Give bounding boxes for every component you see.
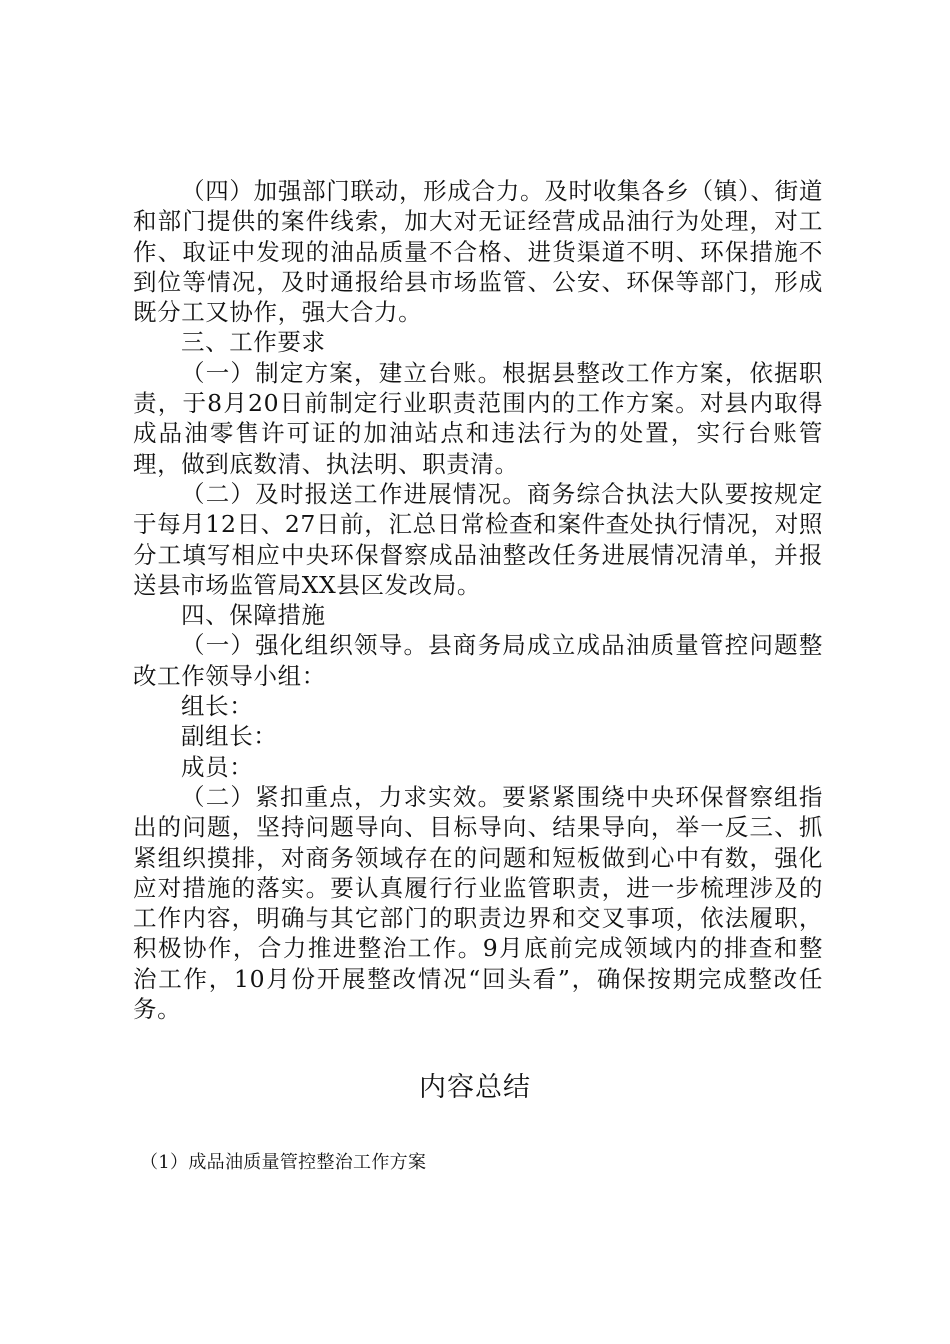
- team-leader-line: 组长：: [181, 692, 254, 721]
- paragraph-organization: （一）强化组织领导。县商务局成立成品油质量管控问题整改工作领导小组：: [133, 631, 823, 690]
- deputy-leader-line: 副组长：: [181, 722, 278, 751]
- section-heading-safeguards: 四、保障措施: [181, 601, 326, 630]
- paragraph-joint-action: （四）加强部门联动，形成合力。及时收集各乡（镇）、街道和部门提供的案件线索，加大对无证经营成品油行为处理，对工作、取证中发现的油品质量不合格、进货渠道不明、环保措施不到位等情况，及时通报给县市场监管、公安、环保等部门，形成既分工又协作，强大合力。: [133, 177, 823, 327]
- section-heading-work-requirements: 三、工作要求: [181, 328, 326, 357]
- paragraph-progress-report: （二）及时报送工作进展情况。商务综合执法大队要按规定于每月12日、27日前，汇总日常检查和案件查处执行情况，对照分工填写相应中央环保督察成品油整改任务进展情况清单，并报送县市场监管局XX县区发改局。: [133, 479, 823, 599]
- document-body: [133, 176, 823, 1024]
- summary-title: 内容总结: [419, 1072, 531, 1103]
- paragraph-key-points: （二）紧扣重点，力求实效。要紧紧围绕中央环保督察组指出的问题，坚持问题导向、目标导向、结果导向，举一反三、抓紧组织摸排，对商务领域存在的问题和短板做到心中有数，强化应对措施的落实。要认真履行行业监管职责，进一步梳理涉及的工作内容，明确与其它部门的职责边界和交叉事项，依法履职，积极协作，合力推进整治工作。9月底前完成领域内的排查和整治工作，10月份开展整改情况“回头看”，确保按期完成整改任务。: [133, 782, 823, 1024]
- members-line: 成员：: [181, 752, 254, 781]
- paragraph-plan-ledger: （一）制定方案，建立台账。根据县整改工作方案，依据职责，于8月20日前制定行业职责范围内的工作方案。对县内取得成品油零售许可证的加油站点和违法行为的处置，实行台账管理，做到底数清、执法明、职责清。: [133, 358, 823, 478]
- summary-item: （1）成品油质量管控整治工作方案: [140, 1152, 427, 1173]
